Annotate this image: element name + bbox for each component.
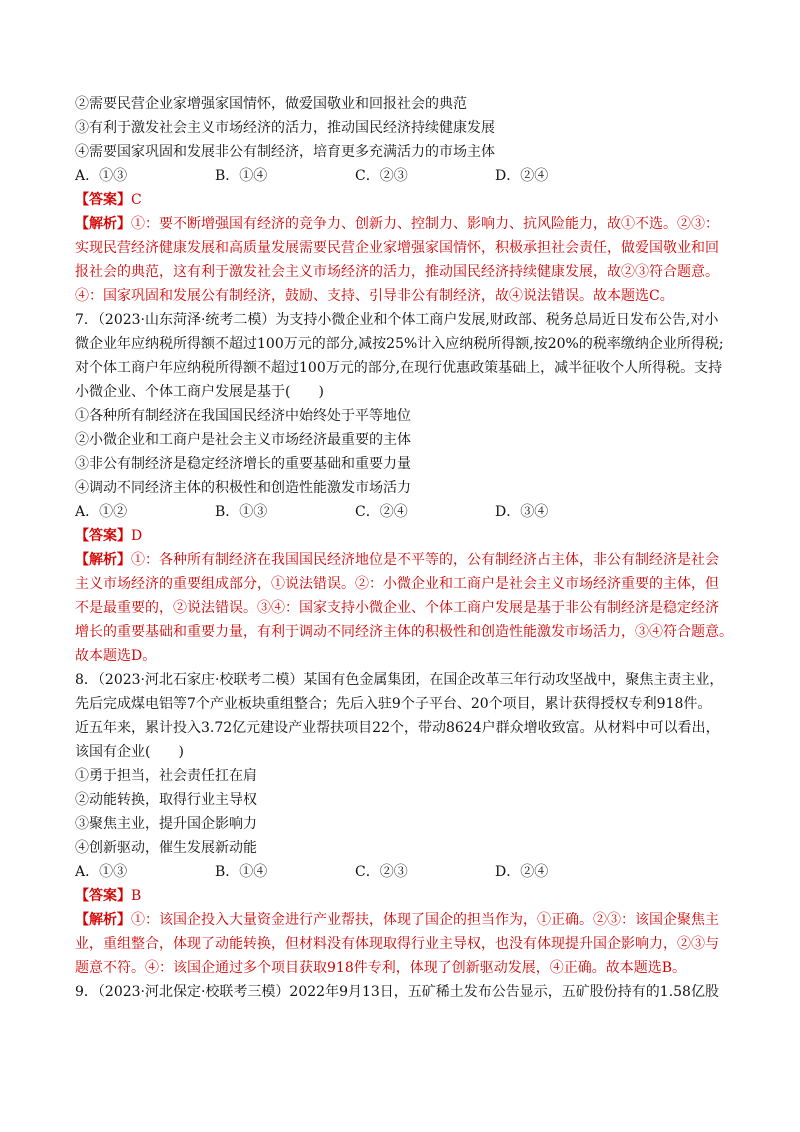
answer-tag: 【答案】 [75,192,131,208]
analysis-text: ①：要不断增强国有经济的竞争力、创新力、控制力、影响力、抗风险能力，故①不选。②③： [131,216,719,232]
analysis-tag: 【解析】 [75,912,131,928]
q6-statement: ②需要民营企业家增强家国情怀，做爱国敬业和回报社会的典范 [75,96,467,112]
q8-statement: ②动能转换，取得行业主导权 [75,792,257,808]
q7-statement: ③非公有制经济是稳定经济增长的重要基础和重要力量 [75,456,411,472]
q6-option-a: A．①③ [75,168,128,184]
answer-value: C [131,192,142,208]
q7-analysis-line: 不是最重要的，②说法错误。③④：国家支持小微企业、个体工商户发展是基于非公有制经济是稳定经济 [75,600,719,616]
q7-analysis-line [75,548,735,572]
q8-analysis-line [75,908,735,932]
q6-analysis-line: 报社会的典范，这有利于激发社会主义市场经济的活力，推动国民经济持续健康发展，故②③符合题意。 [75,264,719,280]
q8-stem-line: 8．（2023·河北石家庄·校联考二模）某国有色金属集团，在国企改革三年行动攻坚战中，聚焦主责主业， [75,672,724,688]
q8-analysis-line: 业，重组整合，体现了动能转换，但材料没有体现取得行业主导权，也没有体现提升国企影响力，②③与 [75,936,719,952]
q6-options [75,164,735,188]
q7-stem-line: 微企业年应纳税所得额不超过100万元的部分,减按25%计入应纳税所得额,按20%的税率缴纳企业所得税; [75,336,724,352]
analysis-tag: 【解析】 [75,552,131,568]
q6-option-d: D．②④ [495,168,549,184]
analysis-text: ①：该国企投入大量资金进行产业帮扶，体现了国企的担当作为，①正确。②③：该国企聚焦主 [131,912,719,928]
q8-statement: ③聚焦主业，提升国企影响力 [75,816,257,832]
q7-statement: ②小微企业和工商户是社会主义市场经济最重要的主体 [75,432,411,448]
q6-statement: ③有利于激发社会主义市场经济的活力，推动国民经济持续健康发展 [75,120,495,136]
q7-options [75,500,735,524]
q8-stem-line: 先后完成煤电铝等7个产业板块重组整合；先后入驻9个子平台、20个项目，累计获得授权专利918件。 [75,696,712,712]
answer-tag: 【答案】 [75,528,131,544]
q8-answer [75,884,735,908]
q6-answer [75,188,735,212]
q8-option-c: C．②③ [355,864,408,880]
q6-analysis-line [75,212,735,236]
q8-stem-line: 该国有企业( ) [75,744,184,760]
q8-option-b: B．①④ [215,864,268,880]
q7-statement: ④调动不同经济主体的积极性和创造性能激发市场活力 [75,480,411,496]
q6-analysis-line: ④：国家巩固和发展公有制经济，鼓励、支持、引导非公有制经济，故④说法错误。故本题选C。 [75,288,674,304]
q7-option-c: C．②④ [355,504,408,520]
answer-tag: 【答案】 [75,888,131,904]
q6-statement: ④需要国家巩固和发展非公有制经济，培育更多充满活力的市场主体 [75,144,495,160]
q8-analysis-line: 题意不符。④：该国企通过多个项目获取918件专利，体现了创新驱动发展，④正确。故本题选B。 [75,960,687,976]
q6-option-c: C．②③ [355,168,408,184]
q7-stem-line: 小微企业、个体工商户发展是基于( ) [75,384,324,400]
q7-analysis-line: 主义市场经济的重要组成部分，①说法错误。②：小微企业和工商户是社会主义市场经济重要的主体，但 [75,576,719,592]
q8-option-a: A．①③ [75,864,128,880]
q7-stem-line: 7．（2023·山东菏泽·统考二模）为支持小微企业和个体工商户发展,财政部、税务总局近日发布公告,对小 [75,312,719,328]
q7-analysis-line: 故本题选D。 [75,648,157,664]
q8-stem-line: 近五年来，累计投入3.72亿元建设产业帮扶项目22个，带动8624户群众增收致富。从材料中可以看出， [75,720,720,736]
q7-option-a: A．①② [75,504,128,520]
q7-stem-line: 对个体工商户年应纳税所得额不超过100万元的部分,在现行优惠政策基础上，减半征收个人所得税。支持 [75,360,723,376]
q6-option-b: B．①④ [215,168,268,184]
analysis-tag: 【解析】 [75,216,131,232]
q8-options [75,860,735,884]
q7-option-b: B．①③ [215,504,268,520]
analysis-text: ①：各种所有制经济在我国国民经济地位是不平等的，公有制经济占主体，非公有制经济是社会 [131,552,719,568]
page-content [75,92,735,1004]
q6-analysis-line: 实现民营经济健康发展和高质量发展需要民营企业家增强家国情怀，积极承担社会责任，做爱国敬业和回 [75,240,719,256]
answer-value: D [131,528,143,544]
q7-answer [75,524,735,548]
q8-statement: ④创新驱动，催生发展新动能 [75,840,257,856]
q9-stem-line: 9．（2023·河北保定·校联考三模）2022年9月13日，五矿稀土发布公告显示，五矿股份持有的1.58亿股 [75,984,719,1000]
answer-value: B [131,888,142,904]
q8-option-d: D．②④ [495,864,549,880]
q7-statement: ①各种所有制经济在我国国民经济中始终处于平等地位 [75,408,411,424]
q7-analysis-line: 增长的重要基础和重要力量，有利于调动不同经济主体的积极性和创造性能激发市场活力，③④符合题意。 [75,624,733,640]
q7-option-d: D．③④ [495,504,549,520]
q8-statement: ①勇于担当，社会责任扛在肩 [75,768,257,784]
